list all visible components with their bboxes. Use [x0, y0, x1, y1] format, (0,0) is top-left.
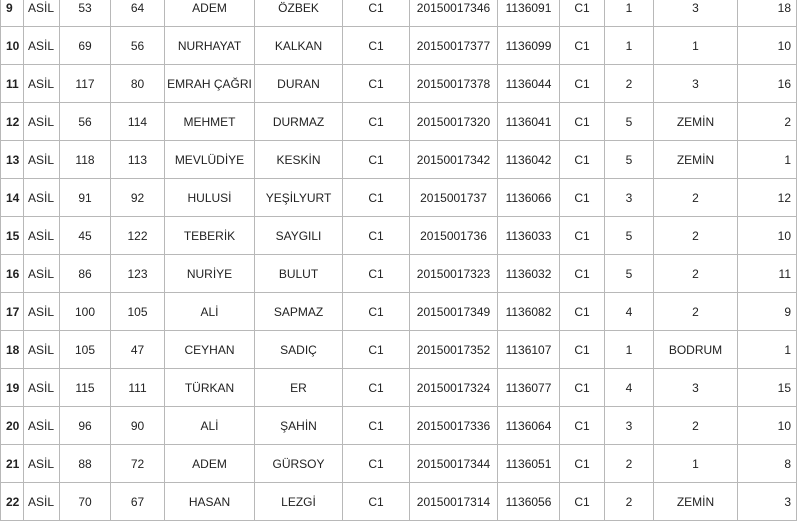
class-cell: C1 [560, 293, 605, 331]
category-cell: C1 [343, 0, 410, 27]
table-row [1, 27, 797, 65]
code-cell: 1136099 [498, 27, 560, 65]
status-cell: ASİL [24, 0, 60, 27]
code-cell: 1136042 [498, 141, 560, 179]
number-cell-1: 70 [60, 483, 111, 521]
floor-cell: 2 [654, 255, 738, 293]
application-id-cell: 2015001737 [410, 179, 498, 217]
floor-cell: ZEMİN [654, 483, 738, 521]
floor-cell: 1 [654, 445, 738, 483]
unit-cell: 9 [738, 293, 797, 331]
block-cell: 1 [605, 0, 654, 27]
unit-cell: 10 [738, 217, 797, 255]
unit-cell: 3 [738, 483, 797, 521]
first-name-cell: TEBERİK [165, 217, 255, 255]
application-id-cell: 20150017324 [410, 369, 498, 407]
class-cell: C1 [560, 445, 605, 483]
floor-cell: 2 [654, 179, 738, 217]
floor-cell: 3 [654, 0, 738, 27]
category-cell: C1 [343, 293, 410, 331]
number-cell-2: 67 [111, 483, 165, 521]
category-cell: C1 [343, 217, 410, 255]
unit-cell: 2 [738, 103, 797, 141]
table-row [1, 369, 797, 407]
code-cell: 1136077 [498, 369, 560, 407]
code-cell: 1136066 [498, 179, 560, 217]
number-cell-1: 96 [60, 407, 111, 445]
first-name-cell: NURHAYAT [165, 27, 255, 65]
status-cell: ASİL [24, 179, 60, 217]
unit-cell: 1 [738, 331, 797, 369]
row-number: 10 [1, 27, 24, 65]
first-name-cell: EMRAH ÇAĞRI [165, 65, 255, 103]
number-cell-2: 113 [111, 141, 165, 179]
number-cell-1: 88 [60, 445, 111, 483]
row-number: 13 [1, 141, 24, 179]
block-cell: 2 [605, 65, 654, 103]
number-cell-2: 80 [111, 65, 165, 103]
first-name-cell: HASAN [165, 483, 255, 521]
table-row [1, 217, 797, 255]
block-cell: 5 [605, 255, 654, 293]
class-cell: C1 [560, 407, 605, 445]
unit-cell: 10 [738, 27, 797, 65]
code-cell: 1136091 [498, 0, 560, 27]
application-id-cell: 20150017342 [410, 141, 498, 179]
table-row [1, 407, 797, 445]
floor-cell: 3 [654, 65, 738, 103]
row-number: 11 [1, 65, 24, 103]
block-cell: 3 [605, 407, 654, 445]
number-cell-2: 64 [111, 0, 165, 27]
number-cell-2: 90 [111, 407, 165, 445]
table-row [1, 483, 797, 521]
first-name-cell: TÜRKAN [165, 369, 255, 407]
number-cell-1: 100 [60, 293, 111, 331]
row-number: 17 [1, 293, 24, 331]
application-id-cell: 20150017320 [410, 103, 498, 141]
class-cell: C1 [560, 179, 605, 217]
row-number: 15 [1, 217, 24, 255]
row-number: 9 [1, 0, 24, 27]
first-name-cell: HULUSİ [165, 179, 255, 217]
number-cell-1: 91 [60, 179, 111, 217]
class-cell: C1 [560, 103, 605, 141]
number-cell-2: 72 [111, 445, 165, 483]
code-cell: 1136082 [498, 293, 560, 331]
last-name-cell: KALKAN [255, 27, 343, 65]
status-cell: ASİL [24, 217, 60, 255]
last-name-cell: SAPMAZ [255, 293, 343, 331]
first-name-cell: CEYHAN [165, 331, 255, 369]
floor-cell: 2 [654, 407, 738, 445]
code-cell: 1136033 [498, 217, 560, 255]
table-row [1, 331, 797, 369]
application-id-cell: 20150017349 [410, 293, 498, 331]
last-name-cell: YEŞİLYURT [255, 179, 343, 217]
number-cell-2: 92 [111, 179, 165, 217]
block-cell: 5 [605, 217, 654, 255]
row-number: 19 [1, 369, 24, 407]
last-name-cell: ŞAHİN [255, 407, 343, 445]
category-cell: C1 [343, 407, 410, 445]
block-cell: 5 [605, 141, 654, 179]
unit-cell: 12 [738, 179, 797, 217]
class-cell: C1 [560, 141, 605, 179]
number-cell-1: 86 [60, 255, 111, 293]
table-row [1, 293, 797, 331]
row-number: 12 [1, 103, 24, 141]
application-id-cell: 20150017323 [410, 255, 498, 293]
class-cell: C1 [560, 65, 605, 103]
status-cell: ASİL [24, 369, 60, 407]
status-cell: ASİL [24, 27, 60, 65]
block-cell: 1 [605, 27, 654, 65]
row-number: 18 [1, 331, 24, 369]
block-cell: 4 [605, 369, 654, 407]
code-cell: 1136044 [498, 65, 560, 103]
number-cell-1: 105 [60, 331, 111, 369]
table-row [1, 255, 797, 293]
table-row [1, 103, 797, 141]
class-cell: C1 [560, 0, 605, 27]
class-cell: C1 [560, 483, 605, 521]
status-cell: ASİL [24, 445, 60, 483]
last-name-cell: SADIÇ [255, 331, 343, 369]
first-name-cell: MEHMET [165, 103, 255, 141]
class-cell: C1 [560, 255, 605, 293]
block-cell: 1 [605, 331, 654, 369]
number-cell-2: 111 [111, 369, 165, 407]
unit-cell: 15 [738, 369, 797, 407]
row-number: 21 [1, 445, 24, 483]
status-cell: ASİL [24, 483, 60, 521]
application-id-cell: 20150017314 [410, 483, 498, 521]
unit-cell: 10 [738, 407, 797, 445]
first-name-cell: ALİ [165, 293, 255, 331]
category-cell: C1 [343, 103, 410, 141]
first-name-cell: ADEM [165, 445, 255, 483]
number-cell-1: 56 [60, 103, 111, 141]
table-row [1, 141, 797, 179]
last-name-cell: BULUT [255, 255, 343, 293]
code-cell: 1136041 [498, 103, 560, 141]
category-cell: C1 [343, 331, 410, 369]
category-cell: C1 [343, 65, 410, 103]
floor-cell: ZEMİN [654, 141, 738, 179]
class-cell: C1 [560, 27, 605, 65]
number-cell-1: 117 [60, 65, 111, 103]
last-name-cell: DURMAZ [255, 103, 343, 141]
last-name-cell: LEZGİ [255, 483, 343, 521]
last-name-cell: SAYGILI [255, 217, 343, 255]
application-id-cell: 20150017378 [410, 65, 498, 103]
last-name-cell: ER [255, 369, 343, 407]
number-cell-2: 47 [111, 331, 165, 369]
unit-cell: 16 [738, 65, 797, 103]
code-cell: 1136064 [498, 407, 560, 445]
number-cell-1: 69 [60, 27, 111, 65]
category-cell: C1 [343, 179, 410, 217]
status-cell: ASİL [24, 407, 60, 445]
number-cell-2: 114 [111, 103, 165, 141]
block-cell: 4 [605, 293, 654, 331]
row-number: 22 [1, 483, 24, 521]
application-id-cell: 20150017352 [410, 331, 498, 369]
application-id-cell: 2015001736 [410, 217, 498, 255]
category-cell: C1 [343, 483, 410, 521]
unit-cell: 8 [738, 445, 797, 483]
category-cell: C1 [343, 369, 410, 407]
table-row [1, 179, 797, 217]
number-cell-2: 123 [111, 255, 165, 293]
table-row [1, 0, 797, 27]
block-cell: 3 [605, 179, 654, 217]
row-number: 16 [1, 255, 24, 293]
application-id-cell: 20150017346 [410, 0, 498, 27]
last-name-cell: GÜRSOY [255, 445, 343, 483]
block-cell: 2 [605, 445, 654, 483]
category-cell: C1 [343, 255, 410, 293]
row-number: 14 [1, 179, 24, 217]
code-cell: 1136032 [498, 255, 560, 293]
category-cell: C1 [343, 141, 410, 179]
category-cell: C1 [343, 445, 410, 483]
unit-cell: 11 [738, 255, 797, 293]
unit-cell: 1 [738, 141, 797, 179]
status-cell: ASİL [24, 141, 60, 179]
number-cell-1: 45 [60, 217, 111, 255]
number-cell-1: 118 [60, 141, 111, 179]
status-cell: ASİL [24, 293, 60, 331]
number-cell-1: 53 [60, 0, 111, 27]
block-cell: 2 [605, 483, 654, 521]
last-name-cell: ÖZBEK [255, 0, 343, 27]
number-cell-2: 105 [111, 293, 165, 331]
status-cell: ASİL [24, 255, 60, 293]
class-cell: C1 [560, 217, 605, 255]
number-cell-2: 122 [111, 217, 165, 255]
row-number: 20 [1, 407, 24, 445]
application-id-cell: 20150017377 [410, 27, 498, 65]
floor-cell: 2 [654, 217, 738, 255]
first-name-cell: ALİ [165, 407, 255, 445]
class-cell: C1 [560, 331, 605, 369]
floor-cell: 2 [654, 293, 738, 331]
unit-cell: 18 [738, 0, 797, 27]
block-cell: 5 [605, 103, 654, 141]
application-id-cell: 20150017344 [410, 445, 498, 483]
code-cell: 1136056 [498, 483, 560, 521]
status-cell: ASİL [24, 65, 60, 103]
code-cell: 1136051 [498, 445, 560, 483]
last-name-cell: DURAN [255, 65, 343, 103]
first-name-cell: MEVLÜDİYE [165, 141, 255, 179]
number-cell-1: 115 [60, 369, 111, 407]
first-name-cell: NURİYE [165, 255, 255, 293]
first-name-cell: ADEM [165, 0, 255, 27]
category-cell: C1 [343, 27, 410, 65]
table-row [1, 65, 797, 103]
floor-cell: 1 [654, 27, 738, 65]
floor-cell: BODRUM [654, 331, 738, 369]
number-cell-2: 56 [111, 27, 165, 65]
code-cell: 1136107 [498, 331, 560, 369]
last-name-cell: KESKİN [255, 141, 343, 179]
status-cell: ASİL [24, 331, 60, 369]
results-table-body [1, 0, 797, 521]
table-row [1, 445, 797, 483]
status-cell: ASİL [24, 103, 60, 141]
floor-cell: 3 [654, 369, 738, 407]
floor-cell: ZEMİN [654, 103, 738, 141]
application-id-cell: 20150017336 [410, 407, 498, 445]
class-cell: C1 [560, 369, 605, 407]
